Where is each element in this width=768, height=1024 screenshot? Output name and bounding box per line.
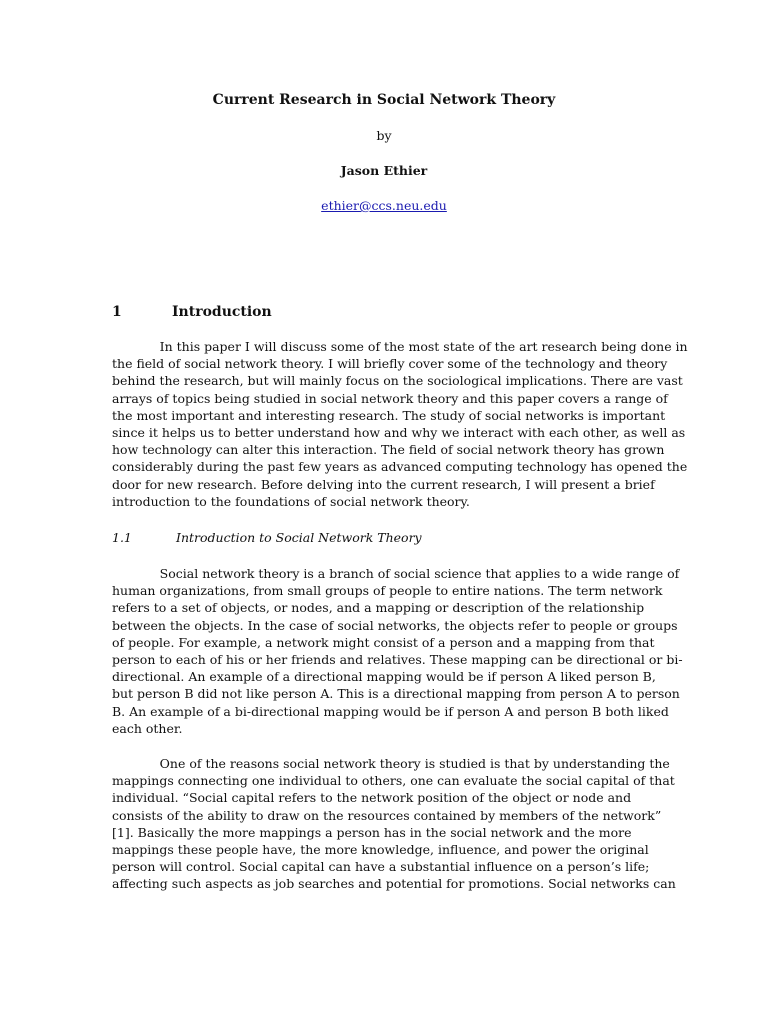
text-line: since it helps us to better understand how and why we interact with each other, as well as <box>112 424 686 440</box>
text-line: door for new research. Before delving into the current research, I will present a brief <box>112 476 655 492</box>
text-line: human organizations, from small groups of people to entire nations. The term network <box>112 583 663 599</box>
section-heading-introduction <box>112 303 272 321</box>
paper-title: Current Research in Social Network Theory <box>212 92 556 108</box>
section-number: 1 <box>112 304 122 320</box>
text-line: mappings connecting one individual to others, one can evaluate the social capital of that <box>112 773 675 789</box>
text-line: person to each of his or her friends and relatives. These mapping can be directional or bi- <box>112 651 683 667</box>
byline: by <box>376 128 392 143</box>
text-line: [1]. Basically the more mappings a person has in the social network and the more <box>112 824 632 840</box>
text-line: how technology can alter this interaction. The field of social network theory has grown <box>112 442 665 458</box>
social-capital-paragraph <box>112 755 676 893</box>
text-line: but person B did not like person A. This is a directional mapping from person A to person <box>112 686 680 702</box>
text-line: between the objects. In the case of social networks, the objects refer to people or groups <box>112 617 678 633</box>
text-line: introduction to the foundations of social network theory. <box>112 493 470 509</box>
text-line: arrays of topics being studied in social network theory and this paper covers a range of <box>112 390 668 406</box>
text-line: Social network theory is a branch of social science that applies to a wide range of <box>112 566 680 581</box>
text-line: of people. For example, a network might consist of a person and a mapping from that <box>112 634 655 650</box>
text-line: One of the reasons social network theory is studied is that by understanding the <box>112 756 670 771</box>
text-line: In this paper I will discuss some of the most state of the art research being done in <box>112 339 688 354</box>
author-email-link[interactable]: ethier@ccs.neu.edu <box>321 198 447 213</box>
text-line: each other. <box>112 720 183 736</box>
text-line: person will control. Social capital can have a substantial influence on a person’s life; <box>112 859 650 875</box>
text-line: individual. “Social capital refers to the network position of the object or node and <box>112 790 632 806</box>
introduction-paragraph <box>112 338 688 510</box>
section-title: Introduction <box>172 304 272 320</box>
subsection-number: 1.1 <box>112 530 132 545</box>
author-name: Jason Ethier <box>340 163 428 178</box>
text-line: the most important and interesting research. The study of social networks is important <box>112 407 666 423</box>
subsection-title: Introduction to Social Network Theory <box>176 530 422 545</box>
text-line: considerably during the past few years as advanced computing technology has opened the <box>112 459 688 475</box>
social-network-theory-paragraph <box>112 565 683 737</box>
text-line: directional. An example of a directional mapping would be if person A liked person B, <box>112 669 656 685</box>
text-line: consists of the ability to draw on the resources contained by members of the network” <box>112 807 662 823</box>
subsection-heading-social-network-theory <box>112 530 422 546</box>
text-line: B. An example of a bi-directional mapping would be if person A and person B both liked <box>112 703 669 719</box>
text-line: the field of social network theory. I will briefly cover some of the technology and theory <box>112 356 668 372</box>
text-line: mappings these people have, the more knowledge, influence, and power the original <box>112 841 649 857</box>
text-line: refers to a set of objects, or nodes, and a mapping or description of the relationship <box>112 600 645 616</box>
text-line: affecting such aspects as job searches and potential for promotions. Social networks can <box>112 876 676 892</box>
text-line: behind the research, but will mainly focus on the sociological implications. There are vast <box>112 373 683 389</box>
